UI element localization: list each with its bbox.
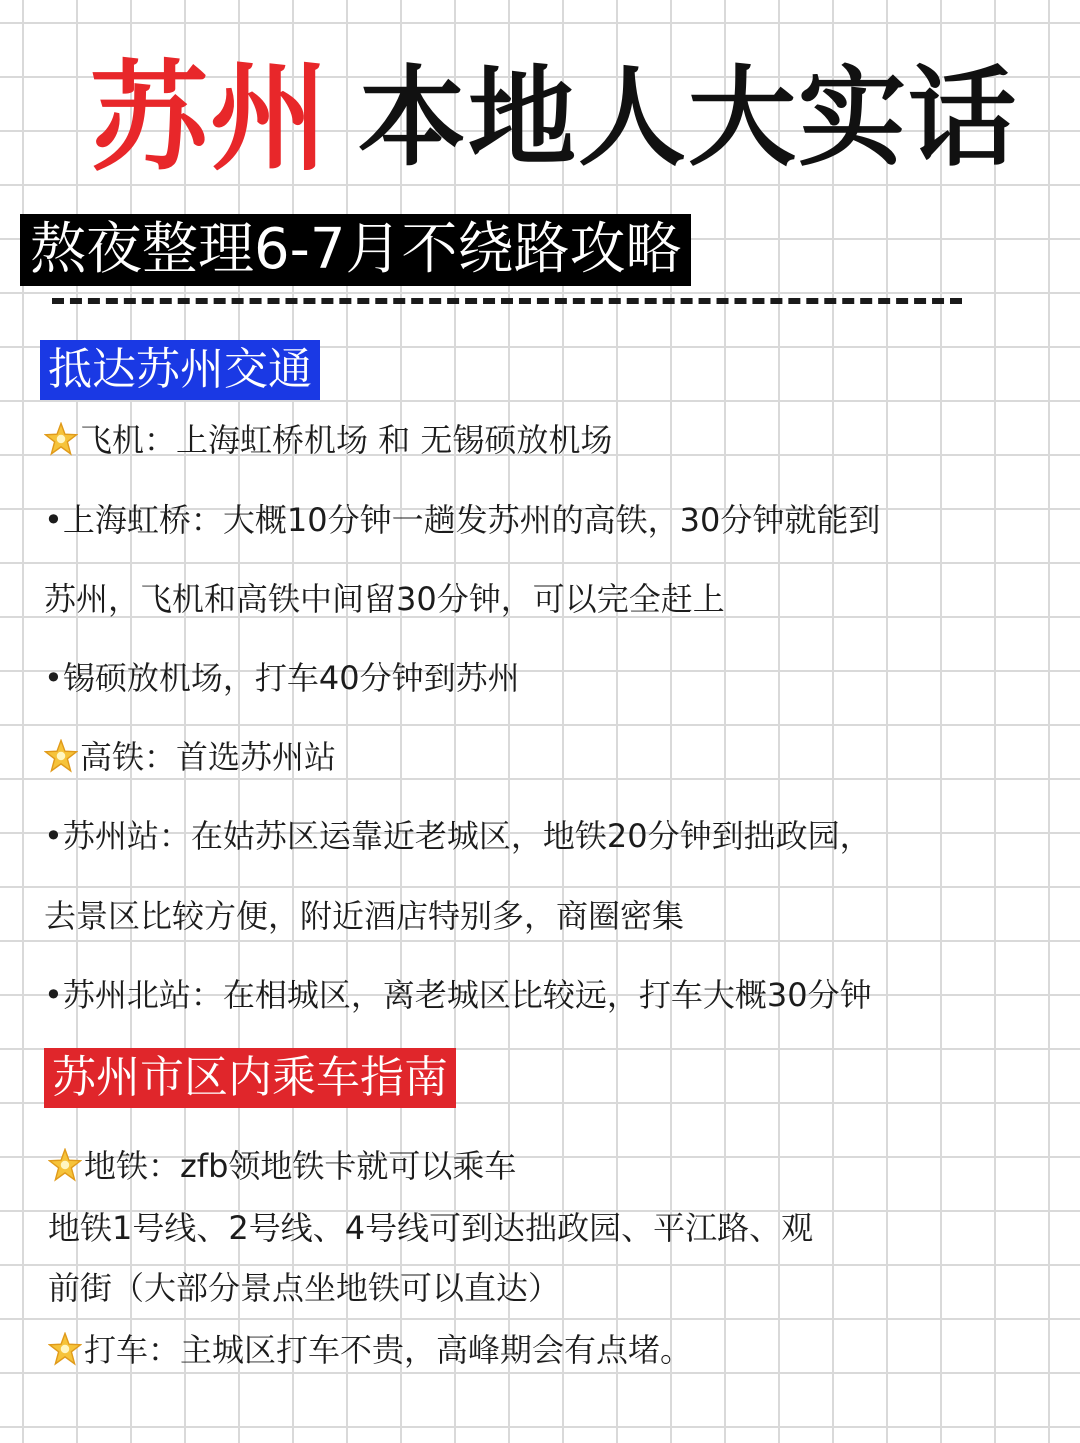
list-item: •苏州站：在姑苏区运靠近老城区，地铁20分钟到拙政园，	[44, 817, 872, 855]
list-item	[44, 418, 1044, 462]
item-text: 地铁：zfb领地铁卡就可以乘车	[84, 1147, 517, 1185]
title-main: 本地人大实话	[358, 55, 1019, 181]
item-text: 打车：主城区打车不贵，高峰期会有点堵。	[84, 1331, 693, 1369]
item-text: 高铁：首选苏州站	[80, 738, 337, 776]
item-text: 飞机：上海虹桥机场 和 无锡硕放机场	[80, 421, 613, 459]
list-item	[44, 735, 1044, 779]
list-item	[48, 1144, 1048, 1188]
star-icon	[44, 422, 78, 456]
dashed-divider	[52, 298, 962, 304]
list-item: 去景区比较方便，附近酒店特别多，商圈密集	[44, 897, 685, 935]
star-icon	[48, 1332, 82, 1366]
section-label-local-transit: 苏州市区内乘车指南	[44, 1048, 456, 1108]
list-item: 前街（大部分景点坐地铁可以直达）	[48, 1269, 561, 1307]
page-title	[90, 38, 1050, 187]
list-item: •上海虹桥：大概10分钟一趟发苏州的高铁，30分钟就能到	[44, 501, 881, 539]
list-item: 地铁1号线、2号线、4号线可到达拙政园、平江路、观	[48, 1209, 814, 1247]
star-icon	[48, 1148, 82, 1182]
list-item: 苏州，飞机和高铁中间留30分钟，可以完全赶上	[44, 580, 725, 618]
star-icon	[44, 739, 78, 773]
section-label-arrival: 抵达苏州交通	[40, 340, 320, 400]
title-city: 苏州	[90, 49, 331, 187]
list-item: •苏州北站：在相城区，离老城区比较远，打车大概30分钟	[44, 976, 872, 1014]
subtitle-banner: 熬夜整理6-7月不绕路攻略	[20, 214, 691, 286]
list-item: •锡硕放机场，打车40分钟到苏州	[44, 659, 520, 697]
list-item	[48, 1328, 1048, 1372]
